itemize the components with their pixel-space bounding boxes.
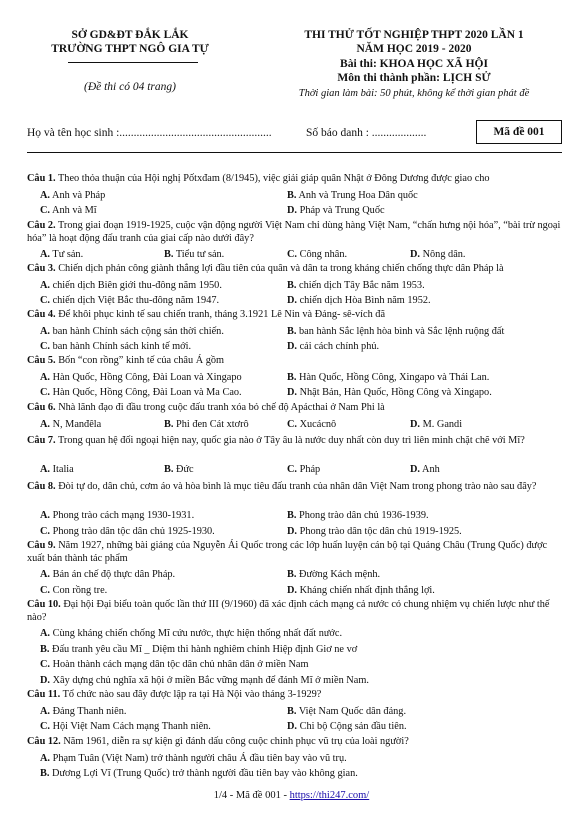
option-text: Anh và Pháp	[50, 189, 106, 201]
option-letter: B.	[287, 189, 297, 201]
exam-title: THI THỬ TỐT NGHIỆP THPT 2020 LẦN 1	[304, 29, 524, 41]
option-text: Việt Nam Quốc dân đảng.	[296, 705, 407, 717]
option-text: Phong trào cách mạng 1930-1931.	[50, 510, 195, 522]
option-letter: C.	[40, 525, 51, 537]
answer-option	[40, 706, 126, 719]
answer-option	[164, 249, 224, 262]
option-letter: B.	[287, 371, 297, 383]
option-text: chiến dịch Biên giới thu-đông năm 1950.	[50, 279, 222, 291]
option-letter: B.	[40, 643, 50, 655]
question-text	[27, 736, 562, 749]
question-text	[27, 599, 562, 624]
option-letter: A.	[40, 510, 51, 522]
option-text: Hội Việt Nam Cách mạng Thanh niên.	[50, 721, 211, 733]
option-text: Phi đen Cát xtơrô	[173, 418, 249, 430]
answer-option	[287, 526, 462, 539]
option-text: Đức	[173, 464, 194, 476]
question-text	[27, 309, 562, 322]
answer-option	[40, 526, 215, 539]
answer-option	[164, 419, 249, 432]
option-letter: D.	[287, 205, 298, 217]
option-letter: B.	[164, 249, 174, 261]
answer-option	[287, 721, 407, 734]
option-letter: C.	[40, 205, 51, 217]
exam-component: Môn thi thành phần: LỊCH SỬ	[337, 72, 491, 84]
answer-option	[410, 249, 466, 262]
answer-option	[410, 464, 440, 477]
option-text: Phong trào dân tộc dân chủ 1919-1925.	[297, 525, 462, 537]
question-body: Bốn “con rồng” kinh tế của châu Á gồm	[58, 355, 225, 366]
pages-note: (Đề thi có 04 trang)	[84, 81, 176, 93]
option-text: Tiểu tư sản.	[173, 249, 225, 261]
option-letter: B.	[164, 464, 174, 476]
option-letter: D.	[40, 674, 51, 686]
option-letter: D.	[287, 341, 298, 353]
answer-option	[40, 205, 97, 218]
question-text	[27, 481, 562, 494]
answer-option	[40, 190, 105, 203]
exam-subject: Bài thi: KHOA HỌC XÃ HỘI	[340, 58, 488, 70]
answer-option	[40, 419, 101, 432]
option-text: chiến dịch Tây Bắc năm 1953.	[296, 279, 425, 291]
answer-option	[287, 419, 336, 432]
option-text: Hàn Quốc, Hồng Công, Xingapo và Thái Lan.	[296, 371, 490, 383]
option-letter: B.	[287, 569, 297, 581]
option-text: Tư sản.	[50, 249, 84, 261]
question-number: Câu 8.	[27, 481, 56, 492]
footer-link[interactable]: https://thi247.com/	[289, 790, 370, 801]
option-letter: D.	[287, 721, 298, 733]
option-text: Phong trào dân tộc dân chủ 1925-1930.	[50, 525, 215, 537]
option-letter: A.	[40, 249, 51, 261]
option-text: Pháp	[297, 464, 321, 476]
option-text: Anh	[420, 464, 440, 476]
option-letter: C.	[40, 341, 51, 353]
option-text: Pháp và Trung Quốc	[297, 205, 385, 217]
option-letter: B.	[164, 418, 174, 430]
question-text	[27, 263, 562, 276]
option-text: Bản án chế độ thực dân Pháp.	[50, 569, 176, 581]
answer-option	[287, 706, 406, 719]
answer-option	[40, 464, 74, 477]
question-number: Câu 6.	[27, 402, 56, 413]
question-text	[27, 220, 562, 245]
option-letter: A.	[40, 189, 51, 201]
option-letter: A.	[40, 464, 51, 476]
question-body: Tổ chức nào sau đây được lập ra tại Hà Nội vào tháng 3-1929?	[62, 689, 322, 700]
option-letter: D.	[410, 464, 421, 476]
answer-option	[164, 464, 194, 477]
info-divider	[27, 152, 562, 153]
option-text: Đường Kách mệnh.	[296, 569, 381, 581]
option-letter: C.	[287, 249, 298, 261]
option-text: M. Gandi	[420, 418, 463, 430]
option-letter: C.	[40, 387, 51, 399]
school-year: NĂM HỌC 2019 - 2020	[356, 43, 472, 55]
question-number: Câu 4.	[27, 309, 56, 320]
question-body: Năm 1927, những bài giảng của Nguyễn Ái Quốc trong các lớp huấn luyện cán bộ tại Quảng Châu (Trung Quốc) được xuất bản thành tác phẩm	[27, 540, 548, 564]
option-letter: C.	[40, 721, 51, 733]
option-text: Nông dân.	[420, 249, 466, 261]
option-letter: D.	[410, 249, 421, 261]
option-text: Nhật Bản, Hàn Quốc, Hồng Công và Xingapo.	[297, 387, 492, 399]
question-number: Câu 10.	[27, 599, 61, 610]
question-body: Theo thỏa thuận của Hội nghị Pốtxđam (8/1945), việc giải giáp quân Nhật ở Đông Dương được giao cho	[58, 173, 490, 184]
question-number: Câu 5.	[27, 355, 56, 366]
answer-option	[40, 659, 309, 672]
option-letter: A.	[40, 371, 51, 383]
option-text: ban hành Chính sách cộng sản thời chiến.	[50, 325, 224, 337]
option-letter: B.	[287, 510, 297, 522]
answer-option	[40, 510, 194, 523]
question-text	[27, 435, 562, 448]
option-letter: D.	[287, 295, 298, 307]
option-letter: C.	[40, 295, 51, 307]
answer-option	[40, 628, 342, 641]
option-text: Đảng Thanh niên.	[50, 705, 127, 717]
option-text: Cùng kháng chiến chống Mĩ cứu nước, thực hiện thống nhất đất nước.	[50, 628, 343, 640]
option-letter: D.	[287, 584, 298, 596]
option-text: Hàn Quốc, Hồng Công, Đài Loan và Ma Cao.	[50, 387, 242, 399]
answer-option	[40, 721, 211, 734]
question-body: Để khôi phục kinh tế sau chiến tranh, tháng 3.1921 Lê Nin và Đảng- sê-vích đã	[58, 309, 386, 320]
answer-option	[40, 249, 83, 262]
option-letter: C.	[287, 418, 298, 430]
option-text: Kháng chiến nhất định thắng lợi.	[297, 584, 435, 596]
option-letter: B.	[40, 768, 50, 780]
time-note: Thời gian làm bài: 50 phút, không kể thời gian phát đề	[298, 88, 530, 99]
question-number: Câu 7.	[27, 435, 56, 446]
option-letter: A.	[40, 752, 51, 764]
question-body: Năm 1961, diễn ra sự kiện gì đánh dấu công cuộc chinh phục vũ trụ của loài người?	[63, 736, 409, 747]
option-letter: A.	[40, 279, 51, 291]
answer-option	[40, 326, 224, 339]
option-letter: A.	[40, 628, 51, 640]
option-text: Phong trào dân chủ 1936-1939.	[296, 510, 429, 522]
answer-option	[410, 419, 462, 432]
question-text	[27, 540, 562, 565]
answer-option	[40, 341, 191, 354]
question-body: Trong quan hệ đối ngoại hiện nay, quốc gia nào ở Tây âu là nước duy nhất còn duy trì liên minh chặt chẽ với Mĩ?	[58, 435, 525, 446]
answer-option	[40, 372, 242, 385]
question-number: Câu 3.	[27, 263, 56, 274]
answer-option	[40, 387, 242, 400]
option-letter: B.	[287, 325, 297, 337]
answer-option	[287, 190, 418, 203]
option-text: Hoàn thành cách mạng dân tộc dân chủ nhân dân ở miền Nam	[50, 659, 309, 671]
option-text: chiến dịch Việt Bắc thu-đông năm 1947.	[50, 295, 220, 307]
option-text: Xây dựng chủ nghĩa xã hội ở miền Bắc vững mạnh để đánh Mĩ ở miền Nam.	[50, 674, 369, 686]
question-number: Câu 9.	[27, 540, 56, 551]
option-text: Chi bộ Cộng sản đầu tiên.	[297, 721, 407, 733]
option-text: cải cách chính phủ.	[297, 341, 380, 353]
page-footer	[0, 790, 583, 801]
question-body: Trong giai đoạn 1919-1925, cuộc vận động người Việt Nam chỉ dùng hàng Việt Nam, “chấn hưng nội hóa”, “bài trừ ngoại hóa” là hoạt động đấu tranh của giai cấp nào dưới đây?	[27, 220, 561, 244]
answer-option	[287, 326, 504, 339]
question-text	[27, 173, 562, 186]
option-text: Dương Lợi Vĩ (Trung Quốc) trở thành người đầu tiên bay vào không gian.	[49, 768, 358, 780]
footer-page-text: 1/4 - Mã đề 001 -	[213, 790, 290, 801]
question-number: Câu 11.	[27, 689, 61, 700]
option-letter: B.	[287, 279, 297, 291]
question-body: Nhà lãnh đạo đi đầu trong cuộc đấu tranh xóa bỏ chế độ Apácthai ở Nam Phi là	[58, 402, 385, 413]
option-letter: C.	[40, 584, 51, 596]
option-letter: A.	[40, 569, 51, 581]
option-text: Hàn Quốc, Hồng Công, Đài Loan và Xingapo	[50, 371, 242, 383]
answer-option	[287, 569, 380, 582]
option-text: Đấu tranh yêu cầu Mĩ _ Diệm thi hành nghiêm chỉnh Hiệp định Giơ ne vơ	[49, 643, 358, 655]
question-body: Chiến dịch phản công giành thắng lợi đầu tiên của quân và dân ta trong kháng chiến chống thực dân Pháp là	[58, 263, 504, 274]
question-number: Câu 2.	[27, 220, 56, 231]
department-name: SỞ GD&ĐT ĐẮK LẮK	[71, 29, 189, 41]
option-text: ban hành Sắc lệnh hòa bình và Sắc lệnh ruộng đất	[296, 325, 505, 337]
option-text: N, Manđêla	[50, 418, 102, 430]
option-text: Công nhân.	[297, 249, 348, 261]
option-text: Phạm Tuân (Việt Nam) trở thành người châu Á đầu tiên bay vào vũ trụ.	[50, 752, 347, 764]
option-letter: D.	[410, 418, 421, 430]
answer-option	[287, 510, 429, 523]
answer-option	[287, 205, 385, 218]
option-letter: D.	[287, 525, 298, 537]
question-text	[27, 689, 562, 702]
student-id-label: Số báo danh : ...................	[306, 127, 427, 139]
option-text: Anh và Mĩ	[50, 205, 97, 217]
option-letter: A.	[40, 705, 51, 717]
answer-option	[287, 249, 347, 262]
answer-option	[40, 295, 219, 308]
option-letter: C.	[287, 464, 298, 476]
answer-option	[287, 387, 492, 400]
header-divider	[68, 62, 198, 63]
student-name-label: Họ và tên học sinh :.....................................................	[27, 127, 272, 139]
option-letter: C.	[40, 659, 51, 671]
answer-option	[287, 372, 489, 385]
answer-option	[40, 280, 222, 293]
answer-option	[40, 768, 358, 781]
answer-option	[287, 280, 425, 293]
option-letter: D.	[287, 387, 298, 399]
question-body: Đòi tự do, dân chủ, cơm áo và hòa bình là mục tiêu đấu tranh của nhân dân Việt Nam trong phong trào nào sau đây?	[58, 481, 537, 492]
answer-option	[40, 644, 357, 657]
school-name: TRƯỜNG THPT NGÔ GIA TỰ	[51, 43, 209, 55]
answer-option	[40, 569, 175, 582]
answer-option	[287, 341, 379, 354]
question-body: Đại hội Đại biểu toàn quốc lần thứ III (9/1960) đã xác định cách mạng cả nước có chung nhiệm vụ chiến lược như thế nào?	[27, 599, 550, 623]
option-letter: B.	[287, 705, 297, 717]
question-text	[27, 402, 562, 415]
question-number: Câu 1.	[27, 173, 56, 184]
answer-option	[287, 295, 431, 308]
option-text: ban hành Chính sách kinh tế mới.	[50, 341, 192, 353]
option-text: Xucácnô	[297, 418, 337, 430]
answer-option	[40, 675, 369, 688]
exam-code-box: Mã đề 001	[476, 120, 562, 144]
answer-option	[287, 464, 320, 477]
option-text: Italia	[50, 464, 74, 476]
option-text: chiến dịch Hòa Bình năm 1952.	[297, 295, 431, 307]
answer-option	[40, 753, 347, 766]
option-letter: A.	[40, 418, 51, 430]
answer-option	[40, 585, 107, 598]
question-text	[27, 355, 562, 368]
option-text: Con rồng tre.	[50, 584, 108, 596]
option-text: Anh và Trung Hoa Dân quốc	[296, 189, 418, 201]
question-number: Câu 12.	[27, 736, 61, 747]
answer-option	[287, 585, 435, 598]
option-letter: A.	[40, 325, 51, 337]
